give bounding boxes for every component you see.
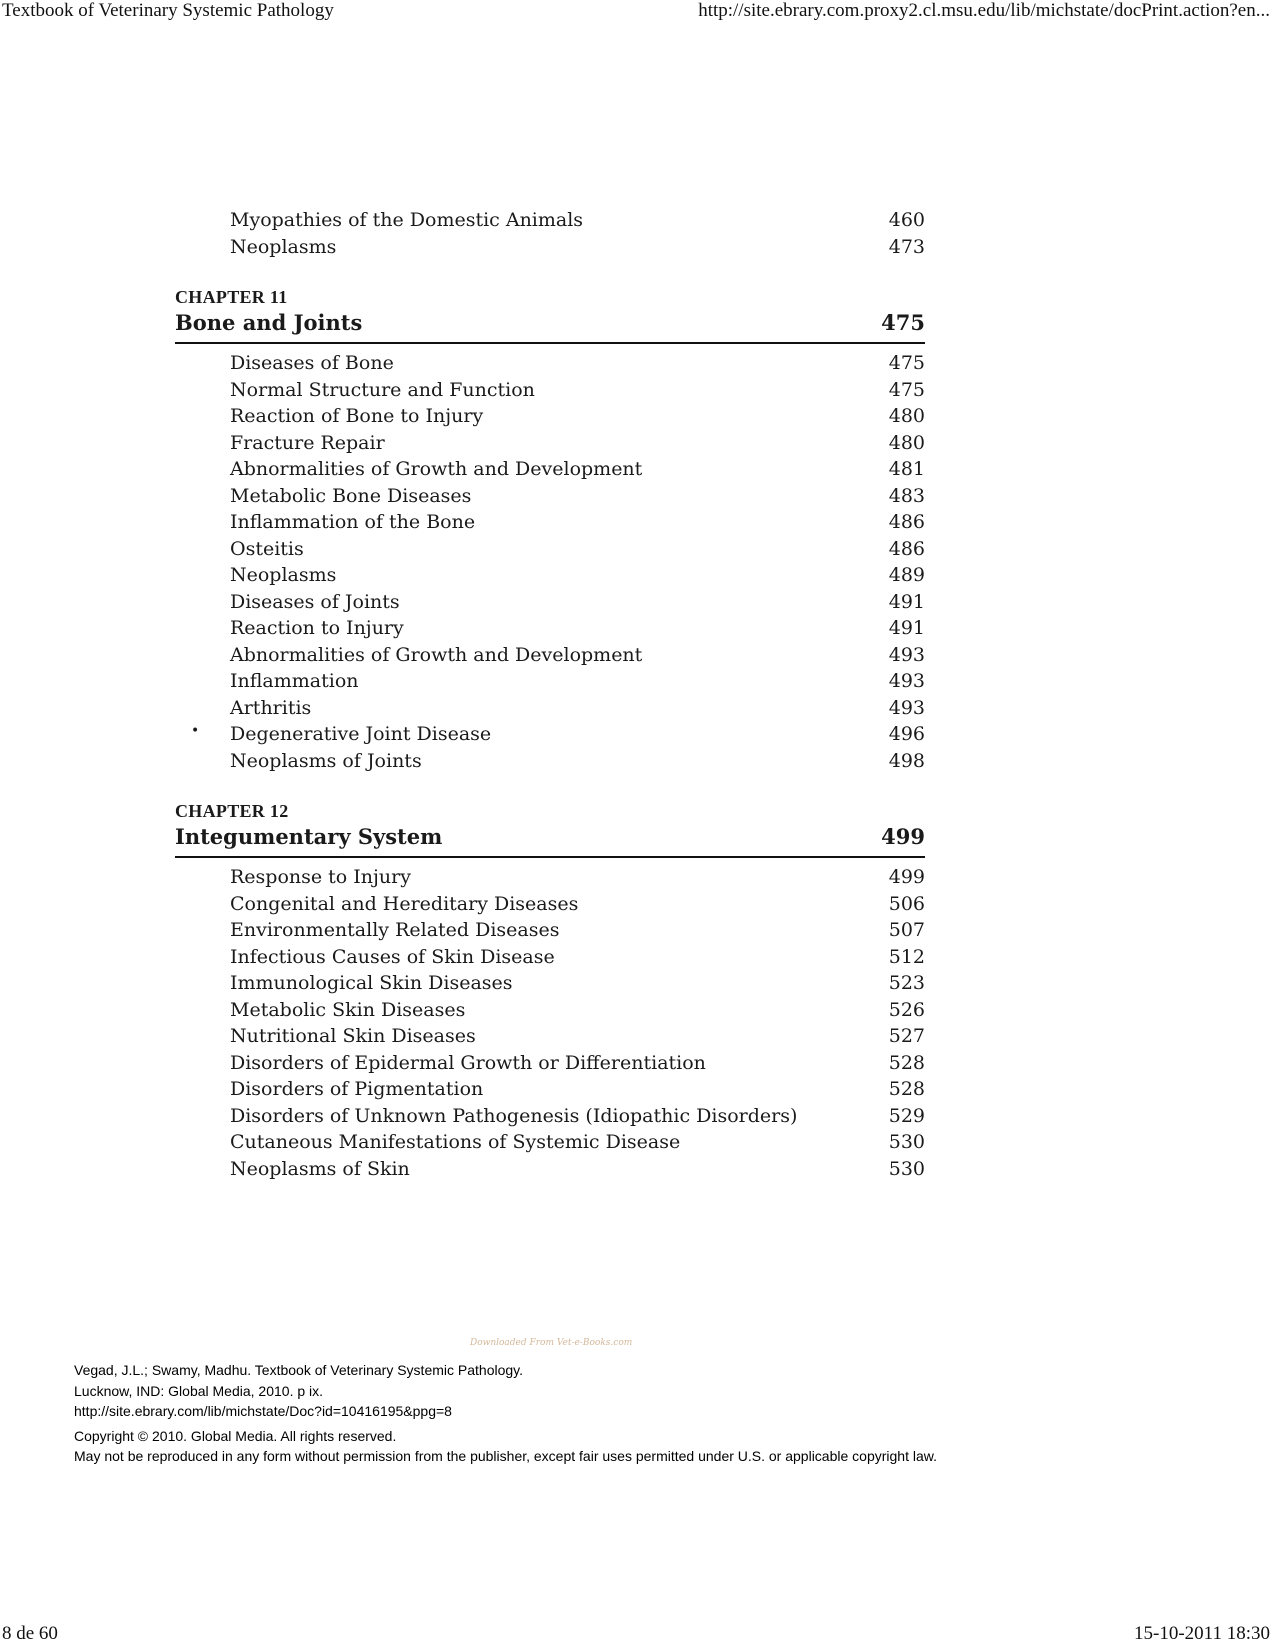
chapter-label: CHAPTER 11 — [175, 287, 288, 307]
chapter-page: 475 — [881, 310, 925, 335]
toc-entry-title: Diseases of Bone — [230, 352, 394, 374]
toc-entry — [175, 1158, 925, 1185]
toc-entry — [175, 458, 925, 485]
toc-entry — [175, 972, 925, 999]
toc-entry-title: Disorders of Pigmentation — [230, 1078, 484, 1100]
toc-entry-page: 475 — [888, 378, 925, 401]
toc-entry — [175, 999, 925, 1026]
toc-entry-page: 480 — [888, 405, 925, 427]
toc-entry-title: Myopathies of the Domestic Animals — [230, 209, 584, 231]
citation-notice: May not be reproduced in any form without permission from the publisher, except fair uses permitted under U.S. or applicable copyright law. — [74, 1448, 937, 1464]
table-of-contents — [175, 209, 925, 1184]
toc-entry — [175, 697, 925, 724]
toc-entry-page: 528 — [888, 1078, 925, 1100]
print-header-title: Textbook of Veterinary Systemic Pathology — [2, 0, 334, 21]
toc-entry-title: Response to Injury — [230, 866, 411, 888]
watermark: Downloaded From Vet-e-Books.com — [470, 1338, 633, 1348]
citation-publisher: Lucknow, IND: Global Media, 2010. p ix. — [74, 1382, 324, 1399]
chapter-title: Integumentary System — [175, 824, 443, 849]
chapter-heading — [175, 310, 925, 344]
toc-entry — [175, 866, 925, 893]
print-footer-page: 8 de 60 — [2, 1623, 58, 1644]
toc-entry-page: 526 — [888, 998, 925, 1021]
toc-entry — [175, 209, 925, 236]
toc-entry-title: Neoplasms — [230, 564, 337, 586]
toc-entry-page: 507 — [888, 919, 925, 941]
toc-entry — [175, 1052, 925, 1079]
chapter-label: CHAPTER 12 — [175, 801, 289, 821]
toc-entry-page: 493 — [888, 670, 925, 692]
toc-entry-page: 486 — [888, 511, 925, 533]
toc-entry-page: 486 — [888, 537, 925, 560]
toc-entry-title: Reaction to Injury — [230, 617, 404, 639]
toc-entry-title: Congenital and Hereditary Diseases — [230, 892, 579, 915]
toc-entry — [175, 670, 925, 697]
toc-entry-page: 496 — [888, 723, 925, 745]
toc-entry-title: Immunological Skin Diseases — [230, 972, 513, 994]
toc-entry-title: Abnormalities of Growth and Development — [230, 458, 643, 480]
toc-entry-title: Environmentally Related Diseases — [230, 919, 560, 941]
toc-entry — [175, 538, 925, 565]
toc-entry — [175, 564, 925, 591]
toc-entry-page: 527 — [888, 1025, 925, 1047]
toc-entry-page: 530 — [888, 1157, 925, 1180]
chapter-section — [175, 284, 925, 776]
toc-entry-page: 506 — [888, 892, 925, 915]
toc-entry-title: Diseases of Joints — [230, 590, 400, 613]
toc-entry-title: Infectious Causes of Skin Disease — [230, 945, 555, 968]
toc-entry — [175, 946, 925, 973]
toc-entry-title: Arthritis — [230, 696, 312, 719]
toc-entry — [175, 750, 925, 777]
toc-entry — [175, 352, 925, 379]
toc-entry — [175, 919, 925, 946]
toc-entry — [175, 893, 925, 920]
toc-entry-title: Cutaneous Manifestations of Systemic Disease — [230, 1131, 681, 1153]
toc-entry — [175, 236, 925, 263]
toc-entry-page: 481 — [888, 458, 925, 480]
toc-entry-page: 529 — [888, 1104, 925, 1127]
citation-authors: Vegad, J.L.; Swamy, Madhu. Textbook of Veterinary Systemic Pathology. — [74, 1362, 524, 1378]
toc-entry-page: 460 — [888, 209, 925, 231]
toc-entry-title: Inflammation of the Bone — [230, 511, 476, 533]
toc-entry-title: Metabolic Skin Diseases — [230, 998, 466, 1021]
toc-entry-page: 491 — [888, 617, 925, 639]
toc-entry-page: 480 — [888, 431, 925, 454]
toc-entry-title: Degenerative Joint Disease — [230, 723, 492, 745]
toc-entry-title: Metabolic Bone Diseases — [230, 484, 472, 507]
toc-entry — [175, 723, 925, 750]
chapter-section — [175, 798, 925, 1184]
bullet-mark: • — [191, 723, 200, 739]
toc-entry — [175, 1025, 925, 1052]
toc-entry — [175, 432, 925, 459]
toc-entry — [175, 1105, 925, 1132]
toc-entry-title: Nutritional Skin Diseases — [230, 1025, 476, 1047]
chapter-page: 499 — [881, 824, 925, 849]
toc-entry-page: 499 — [888, 866, 925, 888]
toc-entry — [175, 1078, 925, 1105]
chapter-heading — [175, 824, 925, 858]
toc-entry — [175, 644, 925, 671]
toc-entry — [175, 379, 925, 406]
toc-entry-title: Disorders of Unknown Pathogenesis (Idiopathic Disorders) — [230, 1104, 798, 1127]
toc-entry-page: 483 — [888, 484, 925, 507]
toc-entry-title: Neoplasms — [230, 235, 337, 258]
toc-entry-page: 530 — [888, 1131, 925, 1153]
toc-entry-page: 473 — [888, 235, 925, 258]
toc-entry-title: Neoplasms of Joints — [230, 749, 422, 772]
print-header-url: http://site.ebrary.com.proxy2.cl.msu.edu/lib/michstate/docPrint.action?en... — [698, 0, 1270, 21]
toc-entry-page: 512 — [888, 945, 925, 968]
toc-entry-title: Disorders of Epidermal Growth or Differentiation — [230, 1051, 706, 1074]
toc-entry-page: 498 — [888, 749, 925, 772]
toc-entry — [175, 591, 925, 618]
toc-entry-title: Neoplasms of Skin — [230, 1157, 410, 1180]
citation-copyright: Copyright © 2010. Global Media. All rights reserved. — [74, 1427, 397, 1444]
citation-url: http://site.ebrary.com/lib/michstate/Doc?id=10416195&ppg=8 — [74, 1403, 452, 1419]
toc-entry-page: 489 — [888, 564, 925, 586]
print-footer-datetime: 15-10-2011 18:30 — [1134, 1623, 1270, 1644]
toc-entry-title: Abnormalities of Growth and Development — [230, 643, 643, 666]
toc-entry — [175, 1131, 925, 1158]
toc-entry-title: Osteitis — [230, 537, 304, 560]
toc-entry-page: 493 — [888, 696, 925, 719]
chapter-title: Bone and Joints — [175, 310, 363, 335]
toc-entry — [175, 617, 925, 644]
toc-entry — [175, 405, 925, 432]
toc-entry — [175, 511, 925, 538]
toc-entry-page: 523 — [888, 972, 925, 994]
toc-entry-page: 493 — [888, 643, 925, 666]
toc-entry-title: Inflammation — [230, 670, 359, 692]
toc-entry-page: 528 — [888, 1051, 925, 1074]
toc-entry-page: 491 — [888, 590, 925, 613]
citation-block — [74, 1360, 937, 1467]
toc-entry-title: Reaction of Bone to Injury — [230, 405, 484, 427]
toc-entry-title: Fracture Repair — [230, 431, 385, 454]
toc-entry-page: 475 — [888, 352, 925, 374]
toc-entry — [175, 485, 925, 512]
toc-entry-title: Normal Structure and Function — [230, 378, 535, 401]
